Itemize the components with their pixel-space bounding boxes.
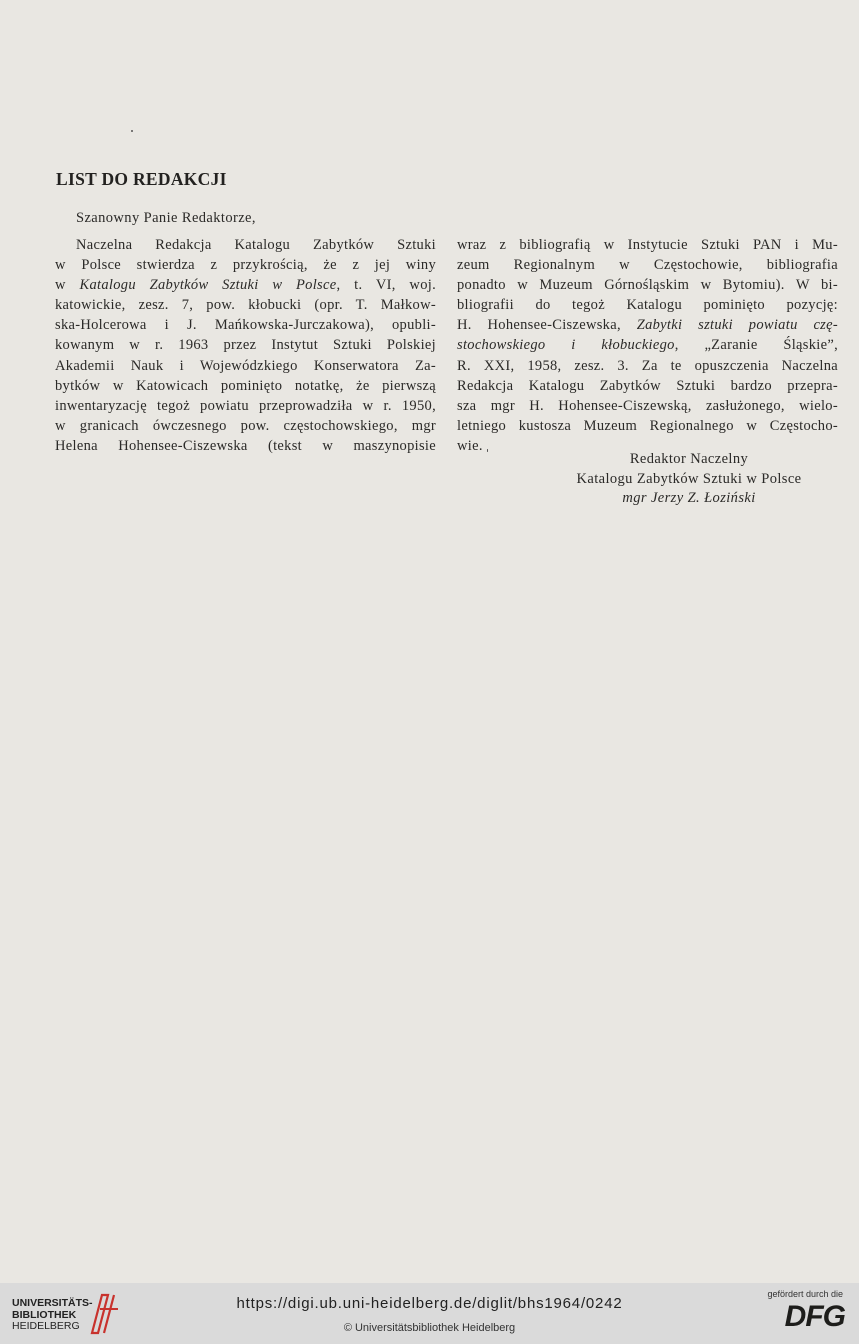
text-line: w Katalogu Zabytków Sztuki w Polsce, t. VI, woj. [55,277,437,294]
text-line: w Polsce stwierdza z przykrością, że z jej winy [55,257,436,274]
library-name-line1: UNIVERSITÄTS- [12,1297,93,1309]
text-line: wie. [457,437,483,454]
funding-note: gefördert durch die [767,1289,843,1299]
text-line: Naczelna Redakcja Katalogu Zabytków Sztuki [76,237,436,253]
signature-name: mgr Jerzy Z. Łoziński [622,490,756,506]
text-line: Redakcja Katalogu Zabytków Sztuki bardzo przepra- [457,377,838,394]
text-line: Akademii Nauk i Wojewódzkiego Konserwatora Za- [55,357,436,374]
text-line: w granicach ówczesnego pow. częstochowskiego, mgr [55,417,436,434]
title-italic: Katalogu Zabytków Sztuki w Polsce [79,277,337,294]
text-line: kowanym w r. 1963 przez Instytut Sztuki Polskiej [55,337,436,354]
letter-left-column [55,235,436,456]
letter-right-column [457,235,838,456]
text-line: R. XXI, 1958, zesz. 3. Za te opuszczenia Naczelna [457,357,838,374]
viewer-footer [0,1283,859,1344]
copyright-notice: © Universitätsbibliothek Heidelberg [343,1322,516,1334]
letter-heading: LIST DO REDAKCJI [56,169,227,189]
text-line: katowickie, zesz. 7, pow. kłobucki (opr. T. Małkow- [55,297,436,314]
text-line: wraz z bibliografią w Instytucie Sztuki PAN i Mu- [457,237,838,253]
scan-speck [131,130,133,132]
title-italic: Zabytki sztuki powiatu czę- [636,317,838,334]
text-line: inwentaryzację tegoż powiatu przeprowadziła w r. 1950, [55,397,436,414]
text-line: zeum Regionalnym w Częstochowie, bibliografia [457,257,838,274]
signature-organization: Katalogu Zabytków Sztuki w Polsce [576,470,802,487]
title-italic: stochowskiego i kłobuckiego [457,337,675,354]
letter-signature [540,450,838,509]
text-line: Helena Hohensee-Ciszewska (tekst w maszynopisie [55,437,436,454]
letter-salutation: Szanowny Panie Redaktorze, [76,210,256,226]
text-line: sza mgr H. Hohensee-Ciszewską, zasłużonego, wielo- [457,397,838,414]
text-line: ponadto w Muzeum Górnośląskim w Bytomiu). W bi- [457,277,838,294]
text-line: H. Hohensee-Ciszewska, Zabytki sztuki powiatu czę- [457,317,838,334]
permalink-url[interactable]: https://digi.ub.uni-heidelberg.de/diglit/bhs1964/0242 [236,1295,623,1312]
library-name-line3: HEIDELBERG [12,1320,80,1332]
signature-role: Redaktor Naczelny [629,451,749,467]
text-line: letniego kustosza Muzeum Regionalnego w Częstocho- [457,417,838,434]
text-line: ska-Holcerowa i J. Mańkowska-Jurczakowa), opubli- [55,317,436,334]
text-line: stochowskiego i kłobuckiego, „Zaranie Śląskie”, [457,337,838,354]
library-name-line2: BIBLIOTHEK [12,1308,77,1321]
text-line: bliografii do tegoż Katalogu pominięto pozycję: [457,297,838,314]
dfg-logo: DFG [784,1300,845,1333]
text-line: bytków w Katowicach pominięto notatkę, że pierwszą [55,377,436,394]
